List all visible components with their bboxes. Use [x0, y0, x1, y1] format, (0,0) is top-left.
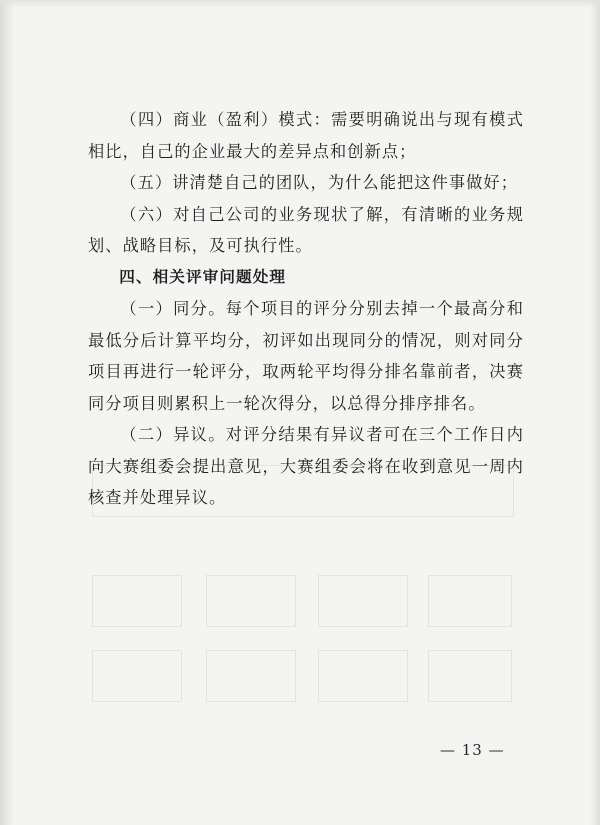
bleed-through-box — [318, 575, 408, 627]
bleed-through-box — [428, 650, 512, 702]
bleed-through-box — [206, 575, 296, 627]
bleed-through-box — [318, 650, 408, 702]
paragraph-team: （五）讲清楚自己的团队，为什么能把这件事做好； — [120, 173, 519, 192]
bleed-through-box — [206, 650, 296, 702]
bleed-through-box — [92, 575, 182, 627]
paragraph-objections: （二）异议。对评分结果有异议者可在三个工作日内向大赛组委会提出意见，大赛组委会将在收到意见一周内核查并处理异议。 — [88, 425, 524, 507]
scan-edge-left — [0, 0, 14, 825]
paragraph-business-status: （六）对自己公司的业务现状了解，有清晰的业务规划、战略目标，及可执行性。 — [88, 204, 524, 255]
paragraph-tie-scores: （一）同分。每个项目的评分分别去掉一个最高分和最低分后计算平均分，初评如出现同分的情况，则对同分项目再进行一轮评分，取两轮平均得分排名靠前者，决赛同分项目则累积上一轮次得分，以总得分排序排名。 — [88, 299, 524, 413]
document-body — [88, 104, 524, 514]
paragraph-business-model: （四）商业（盈利）模式：需要明确说出与现有模式相比，自己的企业最大的差异点和创新点； — [88, 110, 524, 161]
bleed-through-box — [92, 650, 182, 702]
page-number: — 13 — — [440, 741, 505, 759]
scan-edge-right — [590, 0, 600, 825]
section-heading-review-issues: 四、相关评审问题处理 — [119, 267, 287, 286]
bleed-through-box — [428, 575, 512, 627]
scan-edge-top — [0, 0, 600, 8]
